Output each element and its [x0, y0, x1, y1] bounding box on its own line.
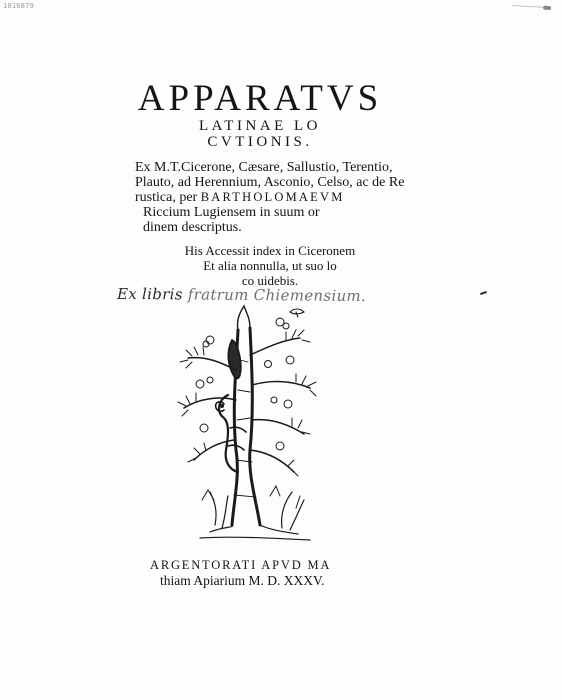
description-line-5: dinem descriptus. [143, 220, 242, 235]
index-note [160, 243, 380, 288]
description-line-3a: rustica, per [135, 190, 201, 205]
description-line-1: Ex M.T.Cicerone, Cæsare, Sallustio, Terentio, [135, 160, 393, 175]
description-line-3 [135, 190, 400, 205]
scan-id-label: 1016879 [3, 2, 34, 10]
ink-mark [480, 291, 487, 295]
index-line-3: co uidebis. [241, 273, 299, 288]
title-description [135, 160, 405, 235]
description-line-4: Riccium Lugiensem in suum or [143, 205, 320, 220]
index-line-1: His Accessit index in Ciceronem [184, 243, 356, 258]
imprint [150, 558, 380, 588]
book-title: APPARATVS [137, 78, 383, 119]
description-line-2: Plauto, ad Herennium, Asconio, Celso, ac de Re [135, 175, 405, 190]
page-edge-mark [512, 5, 548, 14]
subtitle-line-2: CVTIONIS. [207, 134, 313, 150]
manuscript-note-part-2: fratrum Chiemensium. [187, 285, 367, 305]
imprint-line-2: thiam Apiarium M. D. XXXV. [160, 573, 325, 588]
subtitle-line-1: LATINAE LO [198, 118, 322, 134]
imprint-line-1: ARGENTORATI APVD MA [150, 558, 332, 572]
book-subtitle [150, 118, 370, 150]
printers-device-woodcut-icon [170, 300, 335, 545]
manuscript-note-part-1: Ex libris [116, 284, 188, 304]
index-line-2: Et alia nonnulla, ut suo lo [203, 258, 337, 273]
author-name: BARTHOLOMAEVM [200, 190, 345, 204]
